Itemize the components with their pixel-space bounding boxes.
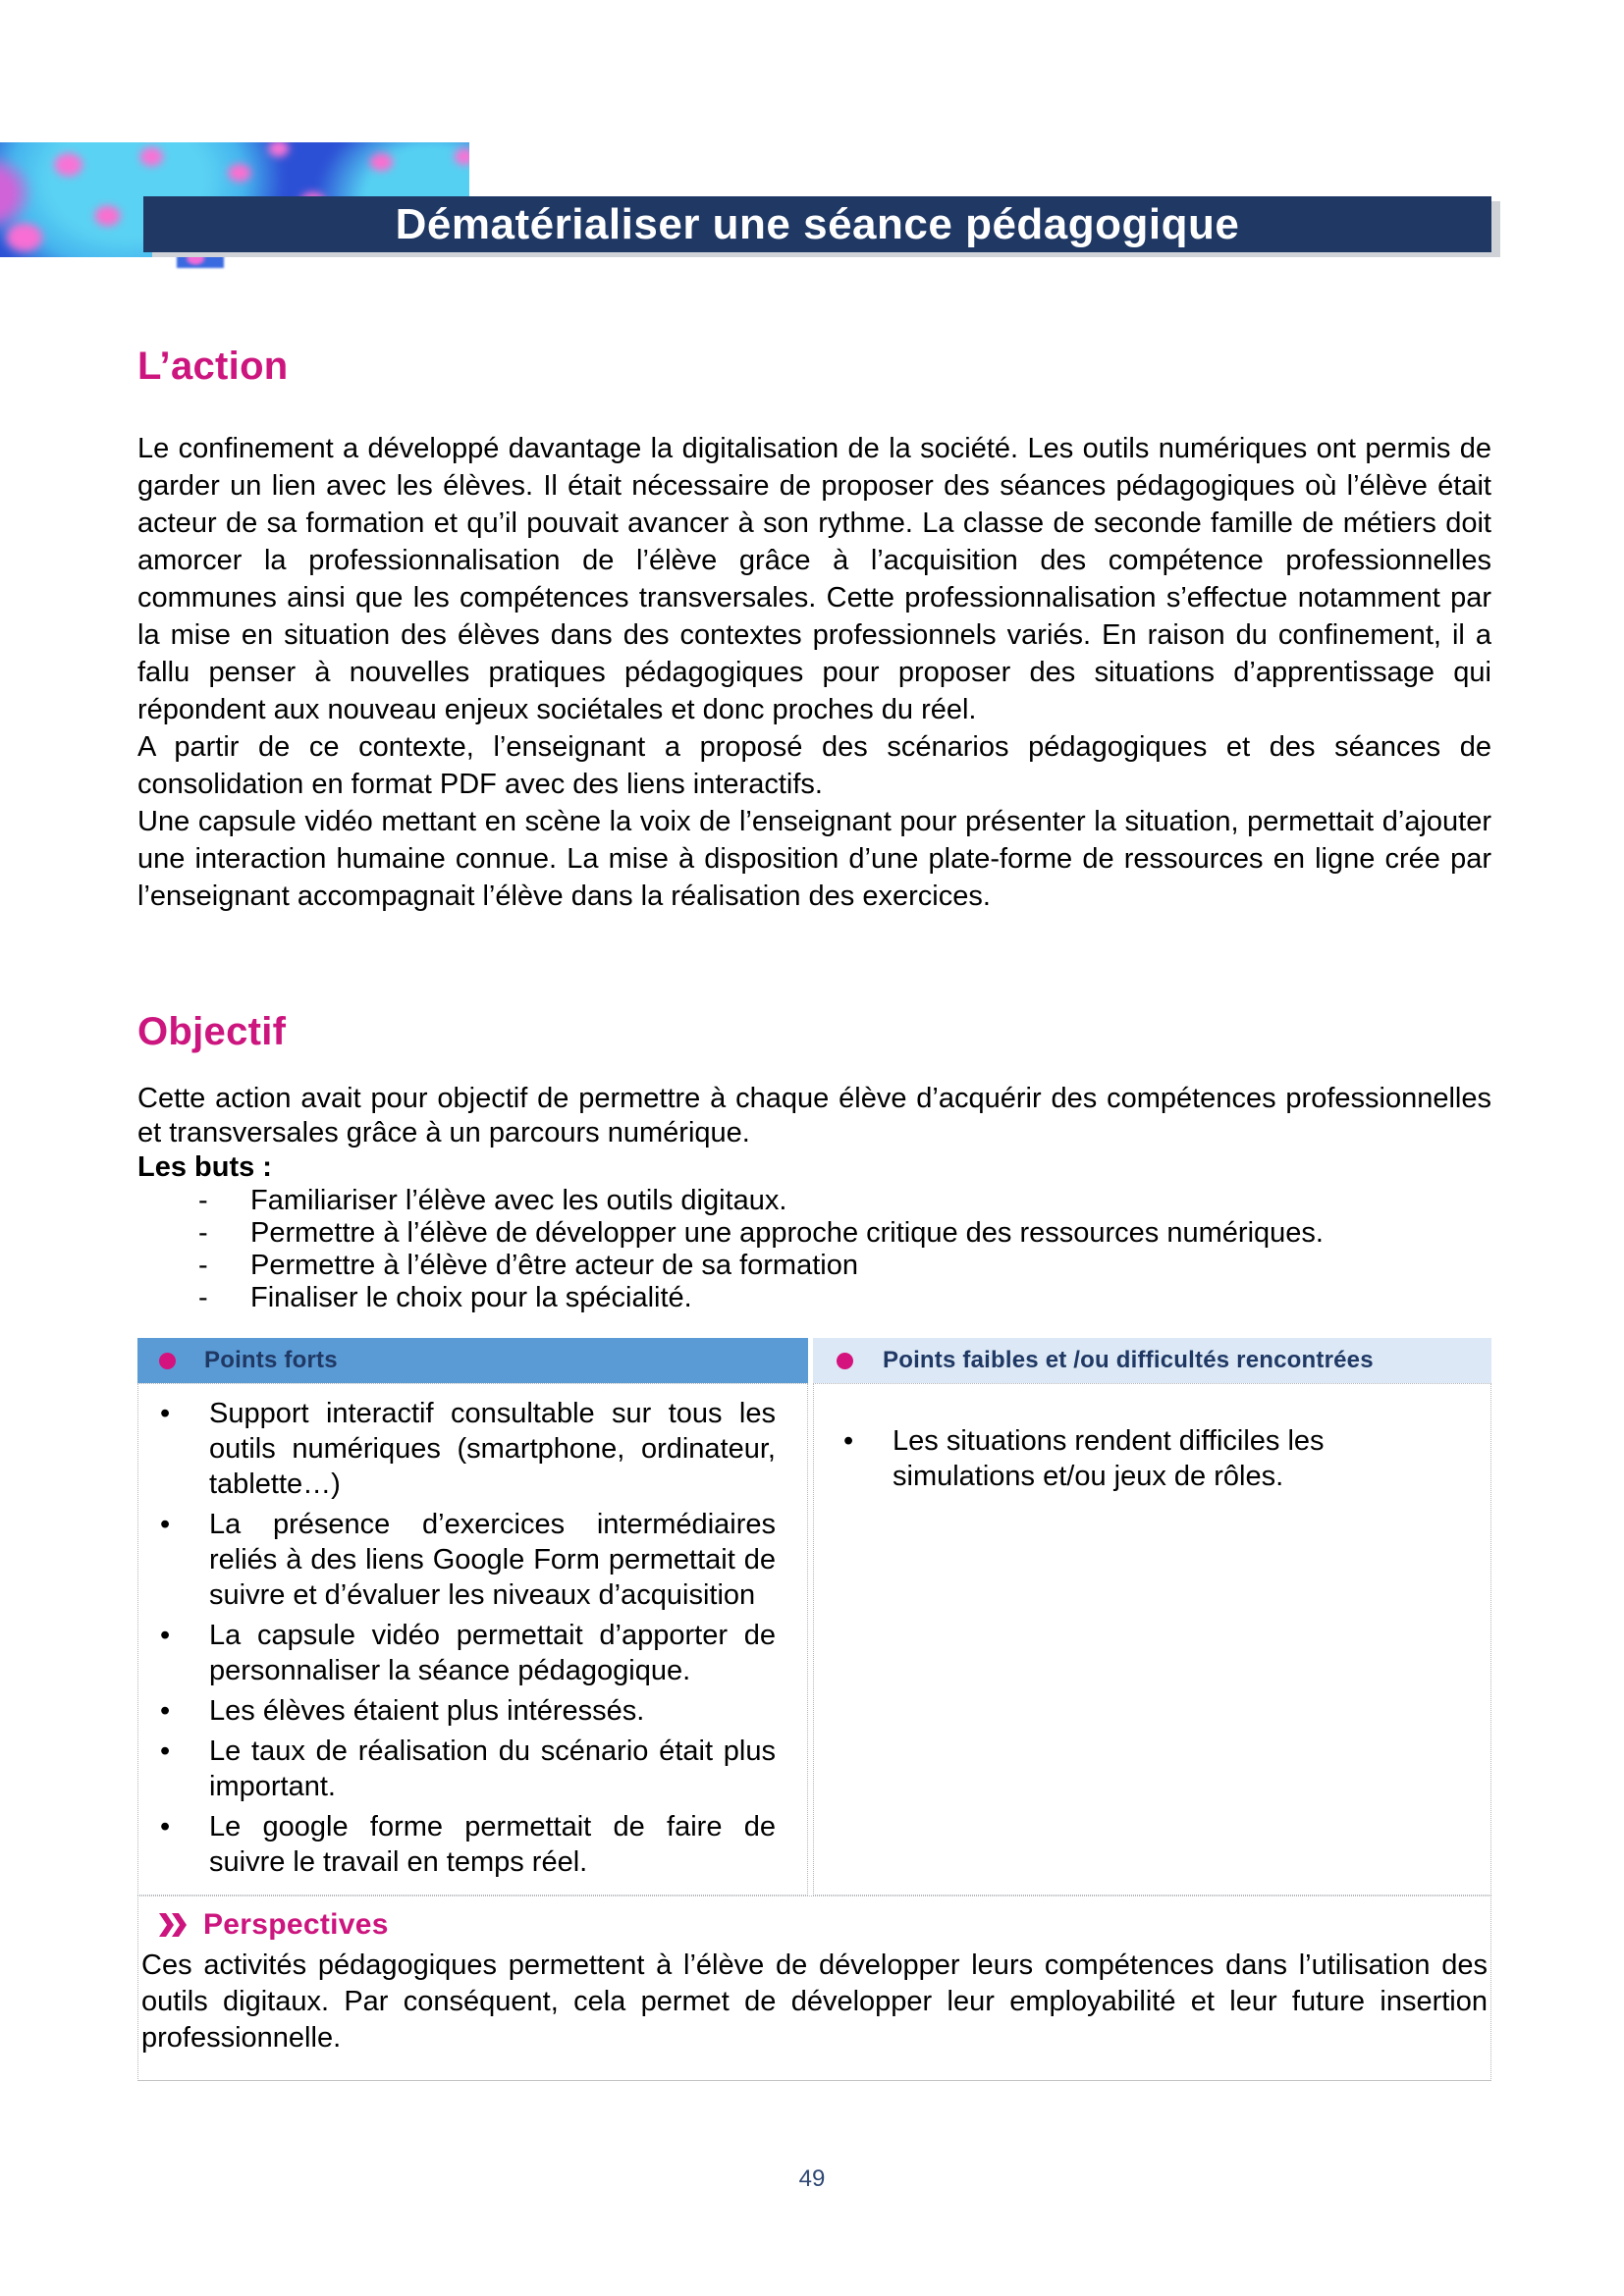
table-row <box>138 1693 776 1729</box>
page-banner-title: Dématérialiser une séance pédagogique <box>395 199 1240 248</box>
page-number: 49 <box>798 2165 826 2192</box>
perspectives-section <box>137 1896 1491 2081</box>
list-item <box>198 1185 1491 1217</box>
table-row-text: Les élèves étaient plus intéressés. <box>209 1695 645 1727</box>
list-item <box>198 1250 1491 1282</box>
header-photo-fragment <box>177 252 224 268</box>
points-table <box>137 1338 1491 2081</box>
dash-bullet-icon: - <box>198 1250 208 1281</box>
points-forts-header <box>137 1338 808 1383</box>
points-faibles-header <box>813 1338 1491 1383</box>
round-bullet-icon: • <box>160 1509 171 1540</box>
table-row-text: Les situations rendent difficiles les simulations et/ou jeux de rôles. <box>893 1425 1325 1492</box>
list-item-text: Permettre à l’élève d’être acteur de sa formation <box>250 1250 858 1281</box>
action-paragraph: Le confinement a développé davantage la digitalisation de la société. Les outils numériques ont permis de garder un lien avec les élèves. Il était nécessaire de proposer des séances pédagogiques où l’élève était acteur de sa formation et qu’il pouvait avancer à son rythme. La classe de seconde famille de métiers doit amorcer la professionnalisation de l’élève grâce à l’acquisition des compétence professionnelles communes ainsi que les compétences transversales. Cette professionnalisation s’effectue notamment par la mise en situation des élèves dans des contextes professionnels variés. En raison du confinement, il a fallu penser à nouvelles pratiques pédagogiques pour proposer des situations d’apprentissage qui répondent aux nouveau enjeux sociétales et donc proches du réel. <box>137 433 1491 725</box>
points-forts-list <box>138 1396 776 1880</box>
section-heading-action: L’action <box>137 345 289 388</box>
round-bullet-icon: • <box>160 1620 171 1651</box>
table-row <box>138 1618 776 1688</box>
objectif-intro: Cette action avait pour objectif de permettre à chaque élève d’acquérir des compétences professionnelles et transversales grâce à un parcours numérique. <box>137 1083 1491 1148</box>
table-row-text: La présence d’exercices intermédiaires reliés à des liens Google Form permettait de suivre et d’évaluer les niveaux d’acquisition <box>209 1509 776 1611</box>
points-faibles-cell <box>813 1383 1491 1896</box>
table-row-text: Le taux de réalisation du scénario était plus important. <box>209 1735 776 1802</box>
list-item-text: Finaliser le choix pour la spécialité. <box>250 1282 692 1313</box>
points-forts-header-label: Points forts <box>204 1347 338 1373</box>
list-item-text: Familiariser l’élève avec les outils digitaux. <box>250 1185 787 1216</box>
perspectives-text: Ces activités pédagogiques permettent à l’élève de développer leurs compétences dans l’utilisation des outils digitaux. Par conséquent, cela permet de développer leur employabilité et leur future insertion professionnelle. <box>141 1949 1488 2054</box>
table-row <box>138 1396 776 1502</box>
pink-dot-icon <box>159 1353 176 1369</box>
round-bullet-icon: • <box>160 1811 171 1842</box>
table-row <box>138 1734 776 1804</box>
buts-list <box>137 1185 1491 1314</box>
pink-dot-icon <box>837 1353 853 1369</box>
list-item-text: Permettre à l’élève de développer une approche critique des ressources numériques. <box>250 1217 1324 1249</box>
dash-bullet-icon: - <box>198 1282 208 1313</box>
perspectives-heading: Perspectives <box>203 1908 389 1941</box>
round-bullet-icon: • <box>160 1735 171 1767</box>
table-row <box>138 1507 776 1613</box>
action-paragraph: A partir de ce contexte, l’enseignant a proposé des scénarios pédagogiques et des séances de consolidation en format PDF avec des liens interactifs. <box>137 731 1491 800</box>
points-faibles-list <box>814 1423 1451 1494</box>
table-row-text: Le google forme permettait de faire de suivre le travail en temps réel. <box>209 1811 776 1878</box>
list-item <box>198 1282 1491 1314</box>
table-row <box>814 1423 1451 1494</box>
points-forts-cell <box>137 1383 808 1896</box>
list-item <box>198 1217 1491 1250</box>
points-faibles-header-label: Points faibles et /ou difficultés rencontrées <box>883 1347 1374 1373</box>
dash-bullet-icon: - <box>198 1217 208 1249</box>
buts-label: Les buts : <box>137 1151 272 1183</box>
dash-bullet-icon: - <box>198 1185 208 1216</box>
round-bullet-icon: • <box>160 1695 171 1727</box>
action-paragraph: Une capsule vidéo mettant en scène la voix de l’enseignant pour présenter la situation, permettait d’ajouter une interaction humaine connue. La mise à disposition d’une plate-forme de ressources en ligne crée par l’enseignant accompagnait l’élève dans la réalisation des exercices. <box>137 806 1491 912</box>
double-chevron-icon <box>158 1913 188 1937</box>
round-bullet-icon: • <box>843 1425 854 1457</box>
table-row-text: Support interactif consultable sur tous les outils numériques (smartphone, ordinateur, tablette…) <box>209 1398 776 1500</box>
table-row <box>138 1809 776 1880</box>
round-bullet-icon: • <box>160 1398 171 1429</box>
table-row-text: La capsule vidéo permettait d’apporter de personnaliser la séance pédagogique. <box>209 1620 776 1686</box>
page-banner <box>143 196 1491 252</box>
section-heading-objectif: Objectif <box>137 1010 287 1053</box>
action-paragraphs <box>137 430 1491 915</box>
perspectives-header <box>138 1906 1490 1944</box>
